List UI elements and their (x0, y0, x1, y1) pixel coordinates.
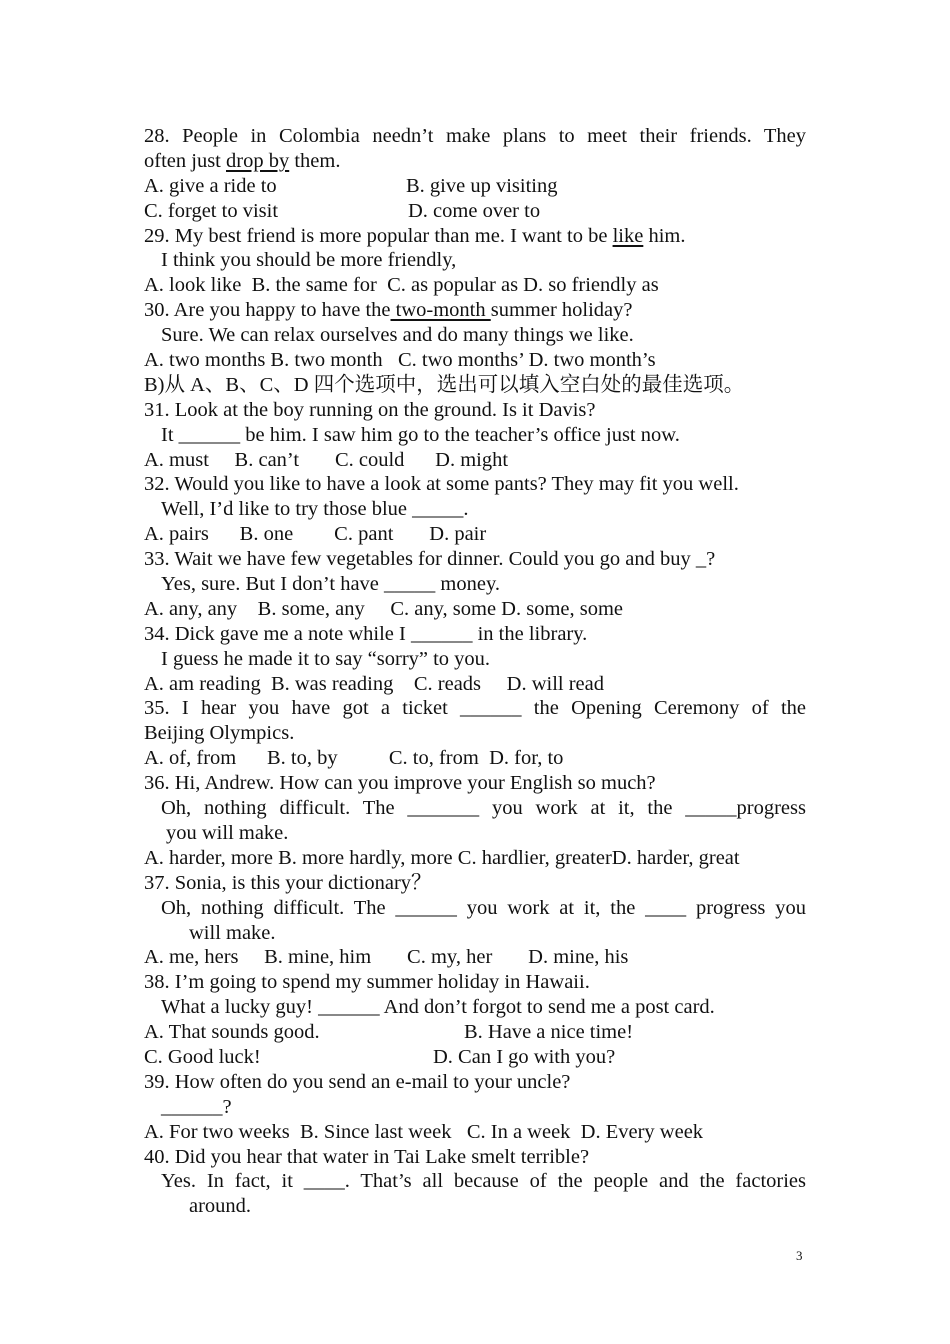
q38-option-a: A. That sounds good. (144, 1021, 320, 1044)
q38-stem: 38. I’m going to spend my summer holiday in Hawaii. (144, 971, 590, 994)
q28-option-a: A. give a ride to (144, 174, 277, 197)
q30-text: 30. Are you happy to have the (144, 299, 391, 322)
q29-text: 29. My best friend is more popular than me. I want to be (144, 224, 613, 247)
q28-underlined-phrase: drop by (226, 149, 290, 172)
q33-reply: Yes, sure. But I don’t have _____ money. (161, 573, 500, 596)
q32-options: A. pairs B. one C. pant D. pair (144, 523, 487, 546)
q28-option-d: D. come over to (408, 199, 541, 222)
q28-stem: 28. People in Colombia needn’t make plans to meet their friends. They (144, 125, 806, 147)
q28-text: often just (144, 149, 226, 172)
q34-options: A. am reading B. was reading C. reads D. will read (144, 672, 604, 695)
q36-options: A. harder, more B. more hardly, more C. hardlier, greaterD. harder, great (144, 846, 740, 869)
question-list (144, 124, 806, 1219)
q29-underlined-word: like (612, 224, 644, 247)
q36-stem: 36. Hi, Andrew. How can you improve your English so much? (144, 772, 656, 795)
q40-stem: 40. Did you hear that water in Tai Lake smelt terrible? (144, 1145, 590, 1168)
q35-options: A. of, from B. to, by C. to, from D. for, to (144, 747, 564, 770)
q40-reply-cont: around. (189, 1195, 252, 1218)
q30-text-end: summer holiday? (490, 299, 633, 322)
q38-option-d: D. Can I go with you? (433, 1045, 616, 1068)
q37-stem: 37. Sonia, is this your dictionary？ (144, 871, 432, 894)
q36-reply-cont: you will make. (166, 821, 289, 844)
q38-options-ab (144, 1020, 806, 1045)
q39-stem: 39. How often do you send an e-mail to your uncle? (144, 1070, 571, 1093)
q30-reply: Sure. We can relax ourselves and do many things we like. (161, 324, 634, 347)
section-b-instruction: B)从 A、B、C、D 四个选项中，选出可以填入空白处的最佳选项。 (144, 373, 745, 396)
q33-stem: 33. Wait we have few vegetables for dinner. Could you go and buy _? (144, 548, 716, 571)
q31-reply: It ______ be him. I saw him go to the teacher’s office just now. (161, 423, 680, 446)
q37-reply-cont: will make. (189, 921, 276, 944)
q29-text-end: him. (643, 224, 686, 247)
q28-text-end: them. (289, 149, 341, 172)
q37-reply: Oh, nothing difficult. The ______ you work at it, the ____ progress you (161, 896, 806, 919)
q31-options: A. must B. can’t C. could D. might (144, 448, 509, 471)
q35-stem-cont: Beijing Olympics. (144, 722, 295, 745)
q40-reply: Yes. In fact, it ____. That’s all because of the people and the factories (161, 1170, 806, 1193)
q38-option-c: C. Good luck! (144, 1045, 261, 1068)
q29-options: A. look like B. the same for C. as popular as D. so friendly as (144, 274, 659, 297)
q31-stem: 31. Look at the boy running on the ground. Is it Davis? (144, 398, 596, 421)
q28-option-c: C. forget to visit (144, 199, 279, 222)
q28-options-ab (144, 174, 806, 199)
q30-options: A. two months B. two month C. two months’ D. two month’s (144, 349, 656, 372)
q38-reply: What a lucky guy! ______ And don’t forgot to send me a post card. (161, 996, 715, 1019)
page-number: 3 (796, 1248, 803, 1263)
q37-options: A. me, hers B. mine, him C. my, her D. mine, his (144, 946, 629, 969)
q30-underlined-phrase: two-month (390, 299, 491, 322)
q28-option-b: B. give up visiting (406, 174, 558, 197)
q38-option-b: B. Have a nice time! (464, 1021, 634, 1044)
q30-stem (144, 298, 806, 323)
q34-stem: 34. Dick gave me a note while I ______ in the library. (144, 622, 588, 645)
q39-reply: ______? (161, 1095, 232, 1118)
q28-stem-cont (144, 149, 806, 174)
q32-stem: 32. Would you like to have a look at some pants? They may fit you well. (144, 473, 739, 496)
q32-reply: Well, I’d like to try those blue _____. (161, 498, 469, 521)
q28-options-cd (144, 199, 806, 224)
q34-reply: I guess he made it to say “sorry” to you. (161, 647, 491, 670)
q38-options-cd (144, 1045, 806, 1070)
q29-reply: I think you should be more friendly, (161, 249, 457, 272)
q36-reply: Oh, nothing difficult. The _______ you work at it, the _____progress (161, 797, 806, 820)
q39-options: A. For two weeks B. Since last week C. In a week D. Every week (144, 1120, 704, 1143)
q33-options: A. any, any B. some, any C. any, some D. some, some (144, 597, 624, 620)
q29-stem (144, 224, 806, 249)
q35-stem: 35. I hear you have got a ticket ______ the Opening Ceremony of the (144, 697, 806, 720)
